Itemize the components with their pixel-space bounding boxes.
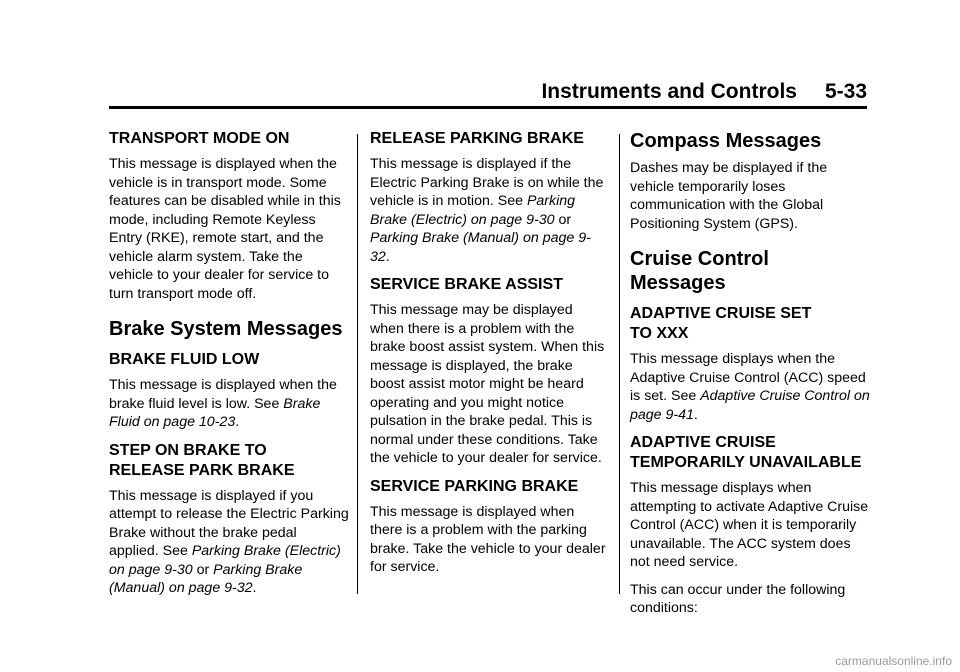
- heading-compass-messages: Compass Messages: [630, 130, 822, 152]
- column-2: [370, 120, 610, 586]
- paragraph-compass: Dashes may be displayed if the vehicle temporarily loses communication with the Global Positioning System (GPS).: [630, 160, 828, 232]
- heading-adaptive-cruise-unavailable: ADAPTIVE CRUISE TEMPORARILY UNAVAILABLE: [630, 434, 862, 471]
- heading-release-parking-brake: RELEASE PARKING BRAKE: [370, 130, 584, 147]
- page-number: 5-33: [824, 80, 867, 103]
- link-parking-brake-electric[interactable]: Parking Brake (Electric) on page 9-30: [109, 543, 341, 578]
- heading-service-brake-assist: SERVICE BRAKE ASSIST: [370, 276, 563, 293]
- page-header: [541, 80, 867, 104]
- paragraph-conditions: This can occur under the following conditions:: [630, 581, 846, 616]
- paragraph-adaptive-cruise-unavailable: This message displays when attempting to activate Adaptive Cruise Control (ACC) when it is temporarily unavailable. The ACC system does not need service.: [630, 480, 869, 570]
- watermark: carmanualsonline.info: [835, 654, 952, 668]
- heading-step-on-brake: STEP ON BRAKE TO RELEASE PARK BRAKE: [109, 441, 295, 479]
- column-divider: [357, 134, 358, 594]
- heading-brake-fluid-low: BRAKE FLUID LOW: [109, 351, 260, 368]
- paragraph-service-parking-brake: This message is displayed when there is a problem with the parking brake. Take the vehicle to your dealer for service.: [370, 503, 606, 575]
- heading-cruise-control-messages: Cruise Control Messages: [630, 248, 769, 294]
- column-divider: [619, 134, 620, 594]
- heading-transport-mode: TRANSPORT MODE ON: [109, 130, 290, 147]
- paragraph-adaptive-cruise-set: This message displays when the Adaptive Cruise Control (ACC) speed is set. See Adaptive Cruise Control on page 9-41.: [630, 351, 870, 423]
- paragraph-transport-mode: This message is displayed when the vehicle is in transport mode. Some features can be disabled while in this mode, including Remote Keyless Entry (RKE), remote start, and the vehicle alarm system. Take the vehicle to your dealer for service to turn transport mode off.: [109, 156, 341, 302]
- paragraph-step-on-brake: This message is displayed if you attempt to release the Electric Parking Brake without the brake pedal applied. See Parking Brake (Electric) on page 9-30 or Parking Brake (Manual) on page 9-32.: [109, 487, 349, 596]
- link-adaptive-cruise-control[interactable]: Adaptive Cruise Control on page 9-41: [630, 388, 870, 423]
- heading-adaptive-cruise-set: ADAPTIVE CRUISE SET TO XXX: [630, 305, 812, 342]
- column-3: [630, 120, 870, 627]
- link-parking-brake-manual[interactable]: Parking Brake (Manual) on page 9-32: [370, 230, 591, 265]
- header-rule: [109, 106, 867, 109]
- paragraph-service-brake-assist: This message may be displayed when there is a problem with the brake boost assist system. When this message is displayed, the brake boost assist motor might be heard operating and you might notice pulsation in the brake pedal. This is normal under these conditions. Take the vehicle to your dealer for service.: [370, 302, 605, 466]
- link-parking-brake-manual[interactable]: Parking Brake (Manual) on page 9-32: [109, 561, 303, 596]
- link-parking-brake-electric[interactable]: Parking Brake (Electric) on page 9-30: [370, 193, 576, 228]
- section-title: Instruments and Controls: [541, 80, 797, 103]
- link-brake-fluid[interactable]: Brake Fluid on page 10-23: [109, 395, 321, 430]
- paragraph-release-parking-brake: This message is displayed if the Electric Parking Brake is on while the vehicle is in motion. See Parking Brake (Electric) on page 9-30 or Parking Brake (Manual) on page 9-32.: [370, 156, 604, 265]
- heading-service-parking-brake: SERVICE PARKING BRAKE: [370, 477, 579, 495]
- heading-brake-system-messages: Brake System Messages: [109, 318, 343, 340]
- paragraph-brake-fluid-low: This message is displayed when the brake fluid level is low. See Brake Fluid on page 10-23.: [109, 377, 337, 430]
- column-1: [109, 120, 349, 607]
